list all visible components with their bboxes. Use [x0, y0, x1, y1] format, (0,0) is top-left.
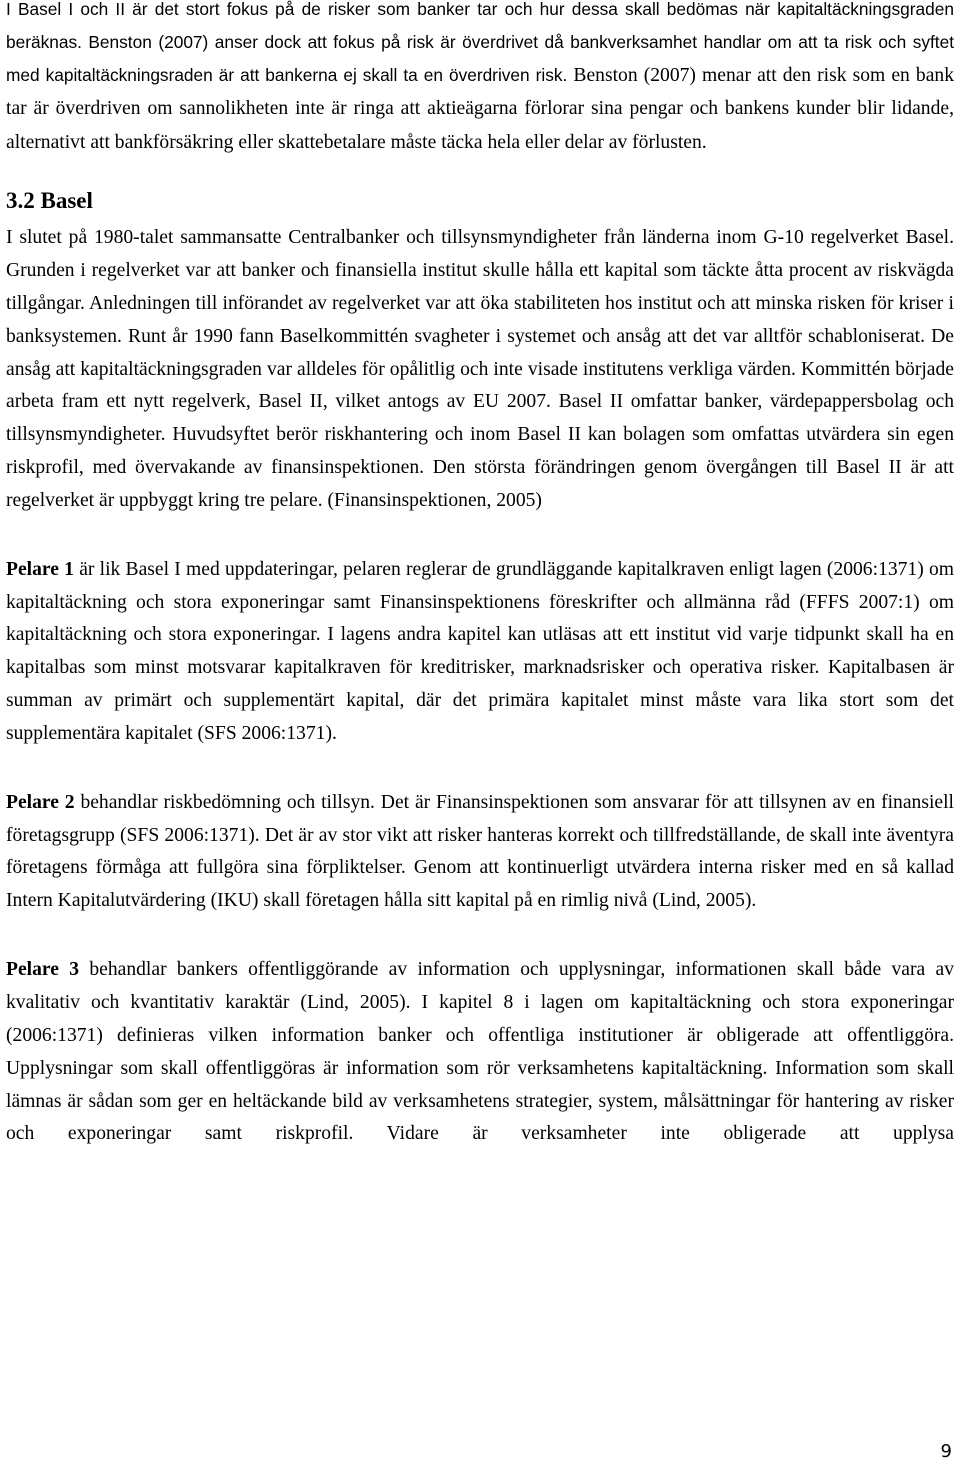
- pillar-2-paragraph: [6, 787, 954, 918]
- pillar-1-paragraph: [6, 554, 954, 751]
- pillar-3-label: Pelare 3: [6, 959, 80, 981]
- section-body-paragraph: I slutet på 1980-talet sammansatte Centralbanker och tillsynsmyndigheter från länderna inom G-10 regelverket Basel. Grunden i regelverket var att banker och finansiella institut skulle hålla ett kapital som täckte åtta procent av riskvägda tillgångar. Anledningen till införandet av regelverket var att öka stabiliteten hos institut och att minska risken för kriser i banksystemen. Runt år 1990 fann Baselkommittén svagheter i systemet och ansåg att det var alltför schabloniserat. De ansåg att kapitaltäckningsgraden var alldeles för opålitlig och inte visade institutens verkliga värden. Kommittén började arbeta fram ett nytt regelverk, Basel II, vilket antogs av EU 2007. Basel II omfattar banker, värdepappersbolag och tillsynsmyndigheter. Huvudsyftet berör riskhantering och inom Basel II kan bolagen som omfattas utvärdera sin egen riskprofil, med övervakande av finansinspektionen. Den största förändringen genom övergången till Basel II är att regelverket är uppbyggt kring tre pelare. (Finansinspektionen, 2005): [6, 227, 954, 511]
- section-heading: 3.2 Basel: [6, 188, 93, 214]
- pillar-2-label: Pelare 2: [6, 791, 75, 813]
- intro-paragraph: [6, 0, 954, 160]
- pillar-3-text: behandlar bankers offentliggörande av information och upplysningar, informationen skall både vara av kvalitativ och kvantitativ karaktär (Lind, 2005). I kapitel 8 i lagen om kapitaltäckning och stora exponeringar (2006:1371) definieras vilken information banker och offentliga institutioner är obligerade att offentliggöra. Upplysningar som skall offentliggöras är information som rör verksamhetens kapitaltäckning. Information som skall lämnas är sådan som ger en heltäckande bild av verksamhetens strategier, system, målsättningar för hantering av risker och exponeringar samt riskprofil. Vidare är verksamheter inte obligerade att upplysa: [6, 959, 954, 1145]
- page-number: 9: [940, 1441, 952, 1462]
- pillar-1-text: är lik Basel I med uppdateringar, pelaren reglerar de grundläggande kapitalkraven enligt lagen (2006:1371) om kapitaltäckning och stora exponeringar samt Finansinspektionens föreskrifter och allmänna råd (FFFS 2007:1) om kapitaltäckning och stora exponeringar. I lagens andra kapitel kan utläsas att ett institut vid varje tidpunkt skall ha en kapitalbas som minst motsvarar kapitalkraven för kreditrisker, marknadsrisker och operativa risker. Kapitalbasen är summan av primärt och supplementärt kapital, där det primära kapitalet minst måste vara lika stort som det supplementära kapitalet (SFS 2006:1371).: [6, 558, 954, 744]
- pillar-1-label: Pelare 1: [6, 558, 74, 580]
- document-page: [6, 0, 954, 1151]
- intro-text-serif: Benston (2007) menar att den risk som en bank tar är överdriven om sannolikheten inte är ringa att aktieägarna förlorar sina pengar och bankens kunder blir lidande, alternativt att bankförsäkring eller skattebetalare måste täcka hela eller delar av förlusten.: [6, 64, 954, 154]
- pillar-2-text: behandlar riskbedömning och tillsyn. Det är Finansinspektionen som ansvarar för att tillsynen av en finansiell företagsgrupp (SFS 2006:1371). Det är av stor vikt att risker hanteras korrekt och tillfredställande, de skall inte äventyra företagens förmåga att fullgöra sina förpliktelser. Genom att kontinuerligt utvärdera interna risker med en så kallad Intern Kapitalutvärdering (IKU) skall företagen hålla sitt kapital på en rimlig nivå (Lind, 2005).: [6, 791, 954, 912]
- pillar-3-paragraph: [6, 954, 954, 1151]
- intro-text-sans: I Basel I och II är det stort fokus på de risker som banker tar och hur dessa skall bedömas när kapitaltäckningsgraden beräknas. Benston (2007) anser dock att fokus på risk är överdrivet då bankverksamhet handlar om att ta risk och syftet med kapitaltäckningsraden är att bankerna ej skall ta en överdriven risk.: [6, 0, 954, 85]
